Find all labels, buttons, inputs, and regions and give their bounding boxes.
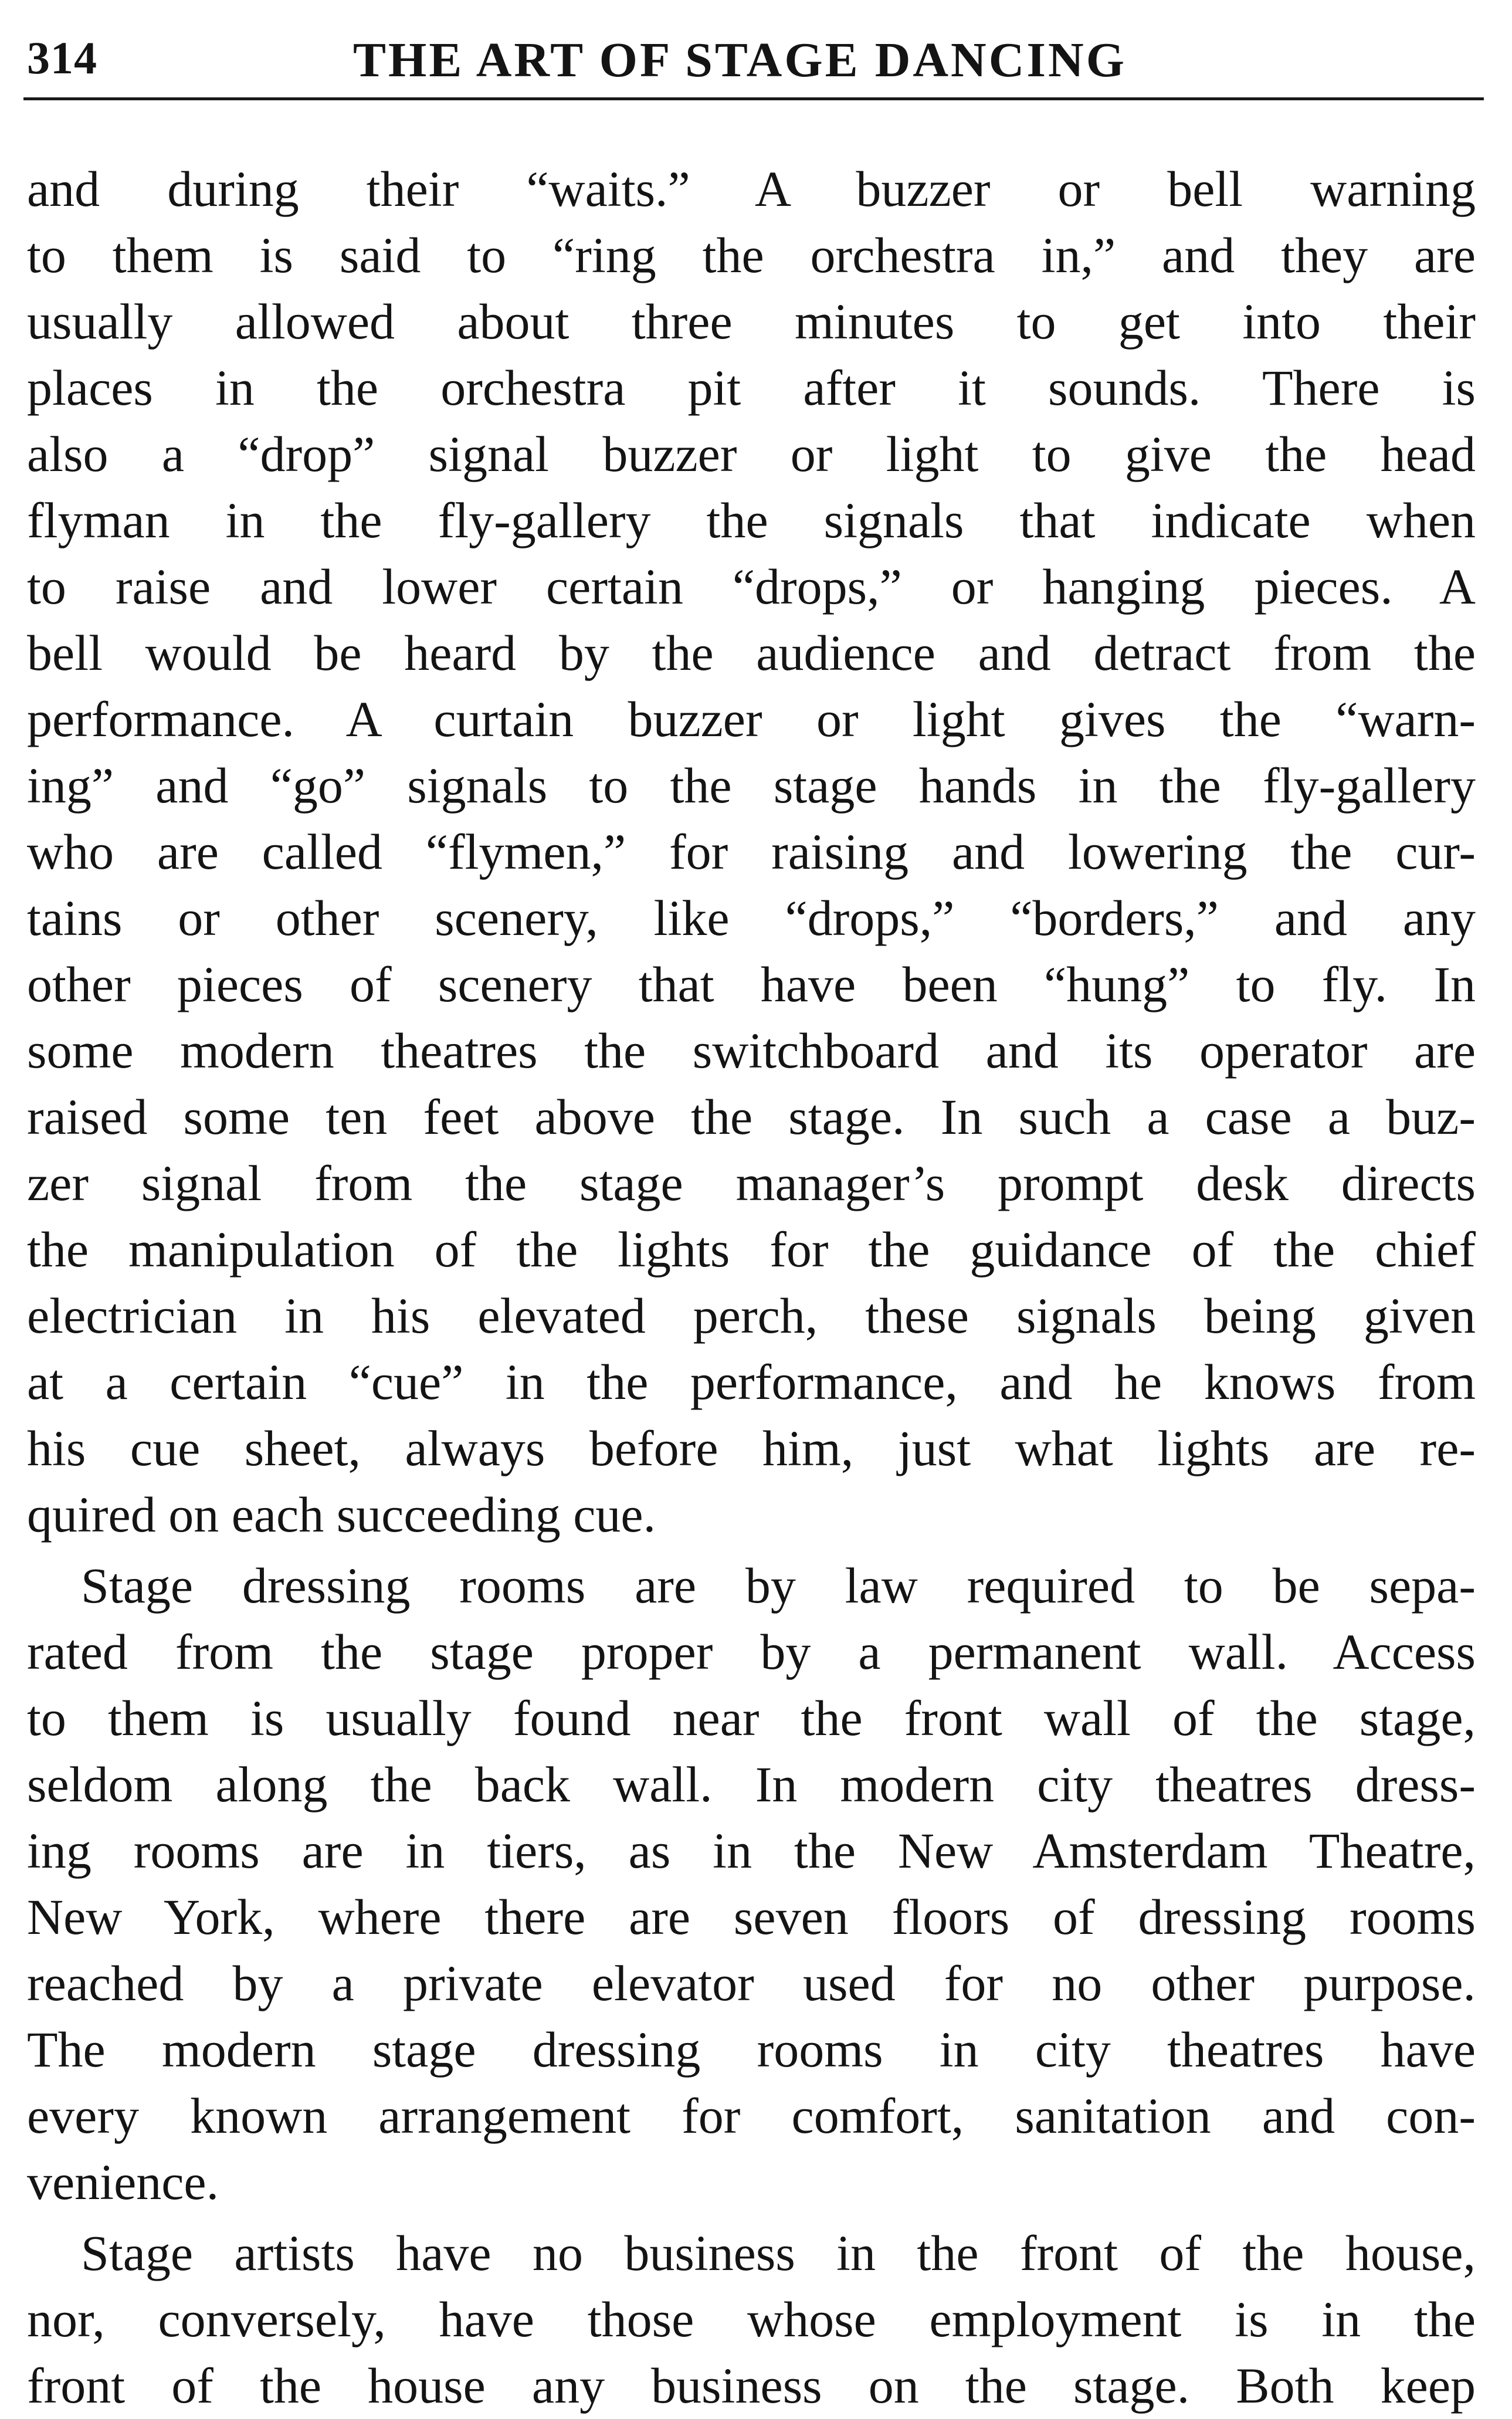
page-number: 314 — [27, 32, 97, 83]
body-text — [27, 156, 1476, 2419]
text-line: some modern theatres the switchboard and its operator are — [27, 1022, 1476, 1079]
text-line: the manipulation of the lights for the guidance of the chief — [27, 1221, 1476, 1278]
text-line: quired on each succeeding cue. — [27, 1486, 656, 1543]
text-line: venience. — [27, 2154, 219, 2210]
text-line: places in the orchestra pit after it sounds. There is — [27, 360, 1476, 416]
text-line: his cue sheet, always before him, just what lights are re- — [27, 1420, 1476, 1476]
text-line: New York, where there are seven floors of dressing rooms — [27, 1889, 1476, 1945]
paragraph-3 — [27, 2220, 1476, 2419]
text-line: who are called “flymen,” for raising and lowering the cur- — [27, 824, 1476, 880]
running-title: THE ART OF STAGE DANCING — [353, 33, 1127, 87]
text-line: zer signal from the stage manager’s prompt desk directs — [27, 1155, 1476, 1211]
text-line: raised some ten feet above the stage. In such a case a buz- — [27, 1089, 1476, 1145]
header-rule — [23, 97, 1484, 100]
text-line: front of the house any business on the stage. Both keep — [27, 2357, 1476, 2414]
text-line: every known arrangement for comfort, sanitation and con- — [27, 2088, 1476, 2144]
text-line: reached by a private elevator used for no other purpose. — [27, 1955, 1476, 2011]
text-line: Stage artists have no business in the front of the house, — [81, 2225, 1476, 2281]
text-line: tains or other scenery, like “drops,” “borders,” and any — [27, 890, 1476, 946]
running-head — [27, 23, 1483, 94]
text-line: also a “drop” signal buzzer or light to give the head — [27, 426, 1476, 482]
text-line: bell would be heard by the audience and detract from the — [27, 625, 1476, 681]
text-line: and during their “waits.” A buzzer or bell warning — [27, 161, 1476, 217]
paragraph-gap — [27, 1548, 1476, 1553]
text-line: rated from the stage proper by a permanent wall. Access — [27, 1624, 1476, 1680]
text-line: Stage dressing rooms are by law required to be sepa- — [81, 1557, 1476, 1614]
text-line: nor, conversely, have those whose employment is in the — [27, 2291, 1476, 2347]
paragraph-2 — [27, 1553, 1476, 2215]
text-line: usually allowed about three minutes to get into their — [27, 293, 1476, 350]
text-line: ing” and “go” signals to the stage hands in the fly-gallery — [27, 757, 1476, 814]
text-line: other pieces of scenery that have been “hung” to fly. In — [27, 956, 1476, 1012]
text-line: performance. A curtain buzzer or light gives the “warn- — [27, 691, 1476, 747]
text-line: at a certain “cue” in the performance, and he knows from — [27, 1354, 1476, 1410]
text-line: seldom along the back wall. In modern city theatres dress- — [27, 1756, 1476, 1812]
text-line: to raise and lower certain “drops,” or hanging pieces. A — [27, 558, 1476, 615]
text-line: ing rooms are in tiers, as in the New Amsterdam Theatre, — [27, 1822, 1476, 1879]
text-line: to them is usually found near the front wall of the stage, — [27, 1690, 1476, 1746]
paragraph-gap — [27, 2215, 1476, 2220]
paragraph-1 — [27, 156, 1476, 1548]
text-line: to them is said to “ring the orchestra in,” and they are — [27, 227, 1476, 283]
text-line: The modern stage dressing rooms in city theatres have — [27, 2021, 1476, 2078]
text-line: electrician in his elevated perch, these signals being given — [27, 1288, 1476, 1344]
text-line: flyman in the fly-gallery the signals that indicate when — [27, 492, 1476, 548]
